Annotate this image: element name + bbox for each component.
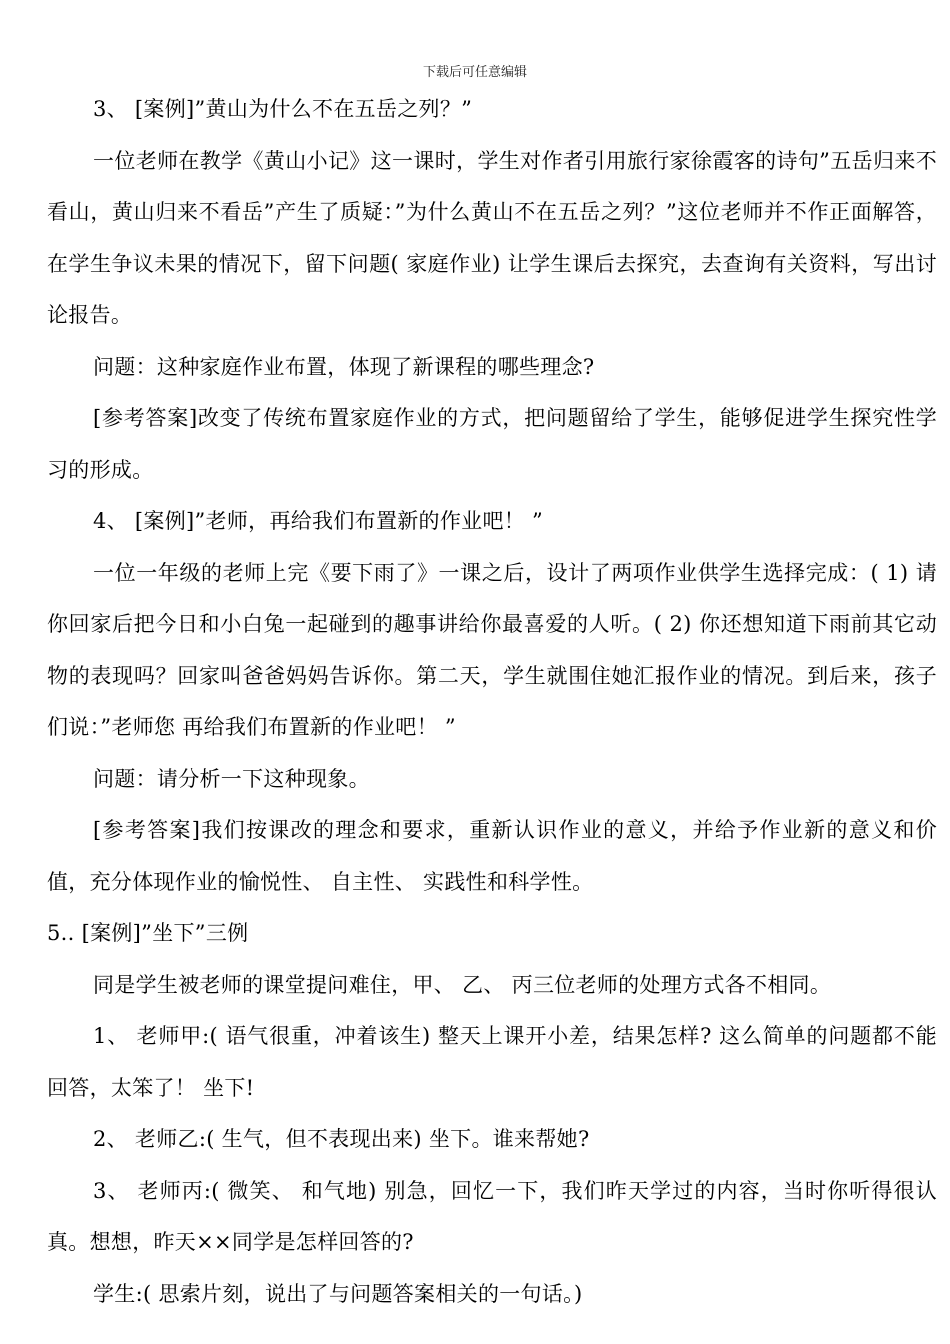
case-5-teacher-b: 2、 老师乙:( 生气，但不表现出来) 坐下。谁来帮她? xyxy=(93,1127,590,1151)
case-3-question: 问题：这种家庭作业布置，体现了新课程的哪些理念? xyxy=(93,354,595,379)
page-header: 下载后可任意编辑 xyxy=(422,65,527,80)
case-5-heading: 5.. [案例]”坐下”三例 xyxy=(47,921,249,945)
case-5-teacher-c: 3、 老师丙:( 微笑、 和气地) 别急，回忆一下，我们昨天学过的内容，当时你听得很认真。想想，昨天××同学是怎样回答的? xyxy=(47,1178,937,1254)
case-4-description: 一位一年级的老师上完《要下雨了》一课之后，设计了两项作业供学生选择完成：( 1) 请你回家后把今日和小白兔一起碰到的趣事讲给你最喜爱的人听。( 2) 你还想知道下雨前其它动物的表现吗？回家叫爸爸妈妈告诉你。第二天，学生就围住她汇报作业的情况。到后来，孩子们说：”老师您 再给我们布置新的作业吧！ ” xyxy=(47,560,937,739)
case-3-answer: [参考答案]改变了传统布置家庭作业的方式，把问题留给了学生，能够促进学生探究性学习的形成。 xyxy=(47,406,937,482)
case-4-heading: 4、 [案例]”老师，再给我们布置新的作业吧！ ” xyxy=(93,509,544,533)
case-3-heading: 3、 [案例]”黄山为什么不在五岳之列？” xyxy=(93,97,473,121)
case-5-student: 学生:( 思索片刻，说出了与问题答案相关的一句话。) xyxy=(93,1281,583,1306)
case-5-intro: 同是学生被老师的课堂提问难住，甲、 乙、 丙三位老师的处理方式各不相同。 xyxy=(93,972,832,997)
case-4-answer: [参考答案]我们按课改的理念和要求，重新认识作业的意义，并给予作业新的意义和价值，充分体现作业的愉悦性、 自主性、 实践性和科学性。 xyxy=(47,818,937,894)
case-5-teacher-a: 1、 老师甲:( 语气很重，冲着该生) 整天上课开小差，结果怎样? 这么简单的问题都不能回答，太笨了！ 坐下! xyxy=(47,1024,937,1100)
document-body xyxy=(47,84,937,1320)
case-4-question: 问题：请分析一下这种现象。 xyxy=(93,766,370,791)
case-3-description: 一位老师在教学《黄山小记》这一课时，学生对作者引用旅行家徐霞客的诗句”五岳归来不看山，黄山归来不看岳”产生了质疑：”为什么黄山不在五岳之列？”这位老师并不作正面解答，在学生争议未果的情况下，留下问题( 家庭作业) 让学生课后去探究，去查询有关资料，写出讨论报告。 xyxy=(47,148,937,327)
